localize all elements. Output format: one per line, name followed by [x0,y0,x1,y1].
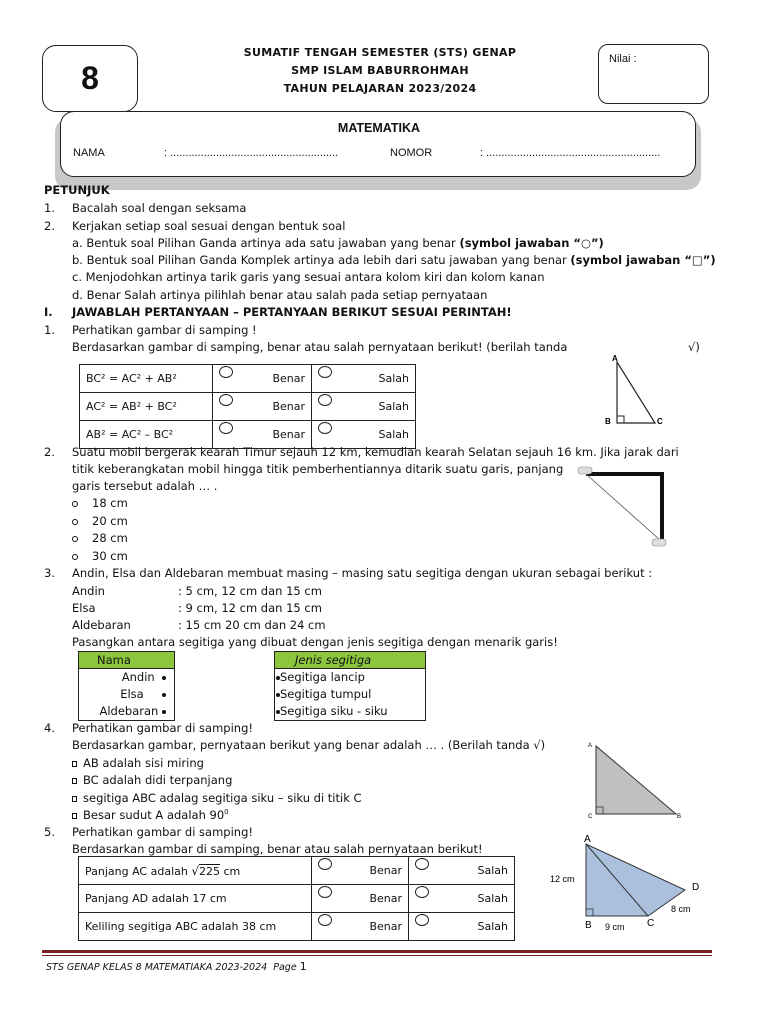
radio-icon[interactable] [318,366,332,378]
radio-icon[interactable] [318,886,332,898]
q3-person-1-sizes: : 5 cm, 12 cm dan 15 cm [178,584,322,598]
benar-label: Benar [272,400,305,413]
match-right-item[interactable] [275,669,425,686]
benar-label: Benar [272,428,305,441]
salah-label: Salah [477,920,508,933]
score-box[interactable] [598,44,709,104]
q5-line-2: Berdasarkan gambar di samping, benar atau salah pernyataan berikut! [72,842,483,856]
instruction-num-2: 2. [44,219,55,233]
radio-icon[interactable] [219,394,233,406]
grade-number: 8 [81,60,99,96]
radio-icon[interactable] [415,858,429,870]
option-bullet-icon[interactable] [72,554,78,560]
benar-label: Benar [272,372,305,385]
match-dot-icon[interactable] [162,676,166,680]
q4-option-1-text: AB adalah sisi miring [83,756,204,770]
table-row [80,365,416,393]
name-field[interactable]: : ....................................................... [164,147,339,159]
match-right-label: Segitiga siku - siku [280,704,388,718]
table-row [79,913,515,941]
radio-icon[interactable] [415,914,429,926]
salah-label: Salah [378,372,409,385]
q2-option-a-text: 18 cm [92,496,128,510]
number-label: NOMOR [390,147,433,159]
footer-page-label: Page [273,962,297,973]
q1-benar-cell[interactable] [213,365,312,393]
radio-icon[interactable] [318,422,332,434]
salah-label: Salah [378,400,409,413]
right-angle-mark [617,416,624,423]
q2-line-3: garis tersebut adalah … . [72,479,218,493]
q4-line-2: Berdasarkan gambar, pernyataan berikut yang benar adalah … . (Berilah tanda √) [72,738,546,752]
grade-box [42,45,138,112]
salah-label: Salah [378,428,409,441]
q2-option-c[interactable] [72,531,128,545]
q2-option-b-text: 20 cm [92,514,128,528]
q4-option-4-text: Besar sudut A adalah 90 [83,808,225,822]
match-left-label: Elsa [120,687,144,701]
instruction-1: Bacalah soal dengan seksama [72,201,247,215]
match-left-item[interactable] [79,703,174,720]
vertex-b-label: B [585,920,592,931]
q2-option-a[interactable] [72,496,128,510]
vertex-a-label: A [612,354,618,363]
table-row [79,857,515,885]
q1-statement-1: BC² = AC² + AB² [80,365,213,393]
q5-statement-2: Panjang AD adalah 17 cm [79,885,312,913]
triangle-shape [617,362,655,423]
q4-option-4[interactable] [72,808,229,822]
q4-option-2[interactable] [72,773,232,787]
q4-option-3-text: segitiga ABC adalag segitiga siku – siku di titik C [83,791,362,805]
match-right-item[interactable] [275,686,425,703]
vertex-d-label: D [692,882,700,893]
section-title: JAWABLAH PERTANYAAN – PERTANYAAN BERIKUT SESUAI PERINTAH! [72,305,512,319]
benar-label: Benar [369,892,402,905]
vertex-b-label: B [677,814,682,820]
q5-salah-cell[interactable] [409,913,515,941]
q4-line-1: Perhatikan gambar di samping! [72,721,253,735]
q1-triangle-figure [600,352,670,430]
q3-name-table [78,651,175,721]
option-bullet-icon[interactable] [72,519,78,525]
q5-benar-cell[interactable] [312,857,409,885]
radio-icon[interactable] [318,914,332,926]
section-number: I. [44,305,53,319]
q4-number: 4. [44,721,55,735]
name-label: NAMA [73,147,105,159]
car-end-icon [652,539,666,546]
q5-number: 5. [44,825,55,839]
instruction-2a [72,236,604,250]
degree-superscript: 0 [224,808,229,817]
q5-statement-3: Keliling segitiga ABC adalah 38 cm [79,913,312,941]
q1-table [79,364,416,449]
q3-person-1-name: Andin [72,584,105,598]
checkbox-icon[interactable] [72,796,77,802]
score-label: Nilai : [609,53,637,65]
radio-icon[interactable] [318,394,332,406]
footer-text: STS GENAP KELAS 8 MATEMATIAKA 2023-2024 [46,962,268,973]
q4-option-3[interactable] [72,791,362,805]
vertex-b-label: B [605,417,611,426]
match-right-item[interactable] [275,703,425,720]
q3-person-3-sizes: : 15 cm 20 cm dan 24 cm [178,618,326,632]
q3-name-header: Nama [79,652,174,669]
q4-option-2-text: BC adalah didi terpanjang [83,773,233,787]
q5-statement-1-text: Panjang AC adalah [85,864,192,878]
radio-icon[interactable] [318,858,332,870]
q3-number: 3. [44,566,55,580]
instruction-2b [72,253,716,267]
option-bullet-icon[interactable] [72,536,78,542]
q1-salah-cell[interactable] [312,365,416,393]
header-line-2: SMP ISLAM BABURROHMAH [291,64,469,77]
q1-number: 1. [44,323,55,337]
salah-label: Salah [477,864,508,877]
footer-rule-thin [42,955,712,956]
footer-rule-thick [42,950,712,953]
q5-salah-cell[interactable] [409,857,515,885]
side-ab-label: 12 cm [550,874,575,884]
q5-benar-cell[interactable] [312,913,409,941]
checkbox-icon[interactable] [72,813,77,819]
radio-icon[interactable] [415,886,429,898]
instruction-2a-text: a. Bentuk soal Pilihan Ganda artinya ada satu jawaban yang benar [72,236,460,250]
q2-option-b[interactable] [72,514,128,528]
q1-line-1: Perhatikan gambar di samping ! [72,323,257,337]
match-left-item[interactable] [79,669,174,686]
q2-line-2: titik keberangkatan mobil hingga titik pemberhentiannya ditarik suatu garis, panjang [72,462,564,476]
diagonal-path [586,474,660,540]
vertex-a-label: A [584,834,591,845]
q1-statement-3: AB² = AC² – BC² [80,421,213,449]
header-line-3: TAHUN PELAJARAN 2023/2024 [283,82,477,95]
vertex-c-label: C [657,417,663,426]
q4-option-1[interactable] [72,756,204,770]
footer [46,960,307,973]
car-start-icon [578,467,592,474]
vertex-c-label: C [588,814,593,820]
q5-benar-cell[interactable] [312,885,409,913]
q2-route-figure [576,462,676,550]
sqrt-icon: √ [191,863,199,878]
match-left-label: Andin [121,670,155,684]
q3-person-2-name: Elsa [72,601,96,615]
title-box [60,111,696,177]
vertex-a-label: A [588,743,593,749]
q5-salah-cell[interactable] [409,885,515,913]
match-dot-icon[interactable] [162,710,166,714]
side-bc-label: 9 cm [605,922,625,932]
match-right-label: Segitiga lancip [280,670,365,684]
match-right-label: Segitiga tumpul [280,687,372,701]
q3-person-3-name: Aldebaran [72,618,131,632]
vertex-c-label: C [647,918,655,929]
number-field[interactable]: : ......................................................... [480,147,661,159]
q1-benar-cell[interactable] [213,393,312,421]
instruction-2a-symbol: (symbol jawaban “○”) [459,236,604,250]
sqrt-value: 225 [199,864,220,878]
instruction-2b-text: b. Bentuk soal Pilihan Ganda Komplek artinya ada lebih dari satu jawaban yang benar [72,253,571,267]
header-line-1: SUMATIF TENGAH SEMESTER (STS) GENAP [243,46,517,59]
benar-label: Benar [369,920,402,933]
q2-option-d-text: 30 cm [92,549,128,563]
match-dot-icon[interactable] [162,693,166,697]
q5-statement-1-unit: cm [220,864,241,878]
q3-type-table [274,651,426,721]
q1-tick: √) [688,340,700,354]
q2-option-d[interactable] [72,549,128,563]
match-left-label: Aldebaran [99,704,159,718]
q1-salah-cell[interactable] [312,393,416,421]
subject-title: MATEMATIKA [337,121,421,135]
q2-line-1: Suatu mobil bergerak kearah Timur sejauh 12 km, kemudian kearah Selatan sejauh 16 km. Jika jarak dari [72,445,679,459]
side-cd-label: 8 cm [671,904,691,914]
q5-statement-1 [79,857,312,885]
table-row [79,885,515,913]
q1-statement-2: AC² = AB² + BC² [80,393,213,421]
instruction-2: Kerjakan setiap soal sesuai dengan bentuk soal [72,219,346,233]
table-row [80,393,416,421]
q3-line-1: Andin, Elsa dan Aldebaran membuat masing – masing satu segitiga dengan ukuran sebagai berikut : [72,566,653,580]
radio-icon[interactable] [219,366,233,378]
checkbox-icon[interactable] [72,778,77,784]
instruction-num-1: 1. [44,201,55,215]
q5-quadrilateral-figure [545,830,715,936]
triangle-shape [596,746,676,814]
q3-instruction: Pasangkan antara segitiga yang dibuat dengan jenis segitiga dengan menarik garis! [72,635,558,649]
radio-icon[interactable] [219,422,233,434]
instruction-2b-symbol: (symbol jawaban “□”) [570,253,716,267]
option-bullet-icon[interactable] [72,501,78,507]
q3-person-2-sizes: : 9 cm, 12 cm dan 15 cm [178,601,322,615]
instruction-2c: c. Menjodohkan artinya tarik garis yang sesuai antara kolom kiri dan kolom kanan [72,270,545,284]
benar-label: Benar [369,864,402,877]
q2-option-c-text: 28 cm [92,531,128,545]
q5-table [78,856,515,941]
instruction-2d: d. Benar Salah artinya pilihlah benar atau salah pada setiap pernyataan [72,288,488,302]
q3-type-header: Jenis segitiga [275,652,425,669]
q5-line-1: Perhatikan gambar di samping! [72,825,253,839]
q1-line-2: Berdasarkan gambar di samping, benar atau salah pernyataan berikut! (berilah tanda [72,340,568,354]
q2-number: 2. [44,445,55,459]
salah-label: Salah [477,892,508,905]
footer-page-number: 1 [299,960,307,973]
checkbox-icon[interactable] [72,761,77,767]
instructions-heading: PETUNJUK [44,183,110,197]
match-left-item[interactable] [79,686,174,703]
q4-triangle-figure [584,738,684,822]
